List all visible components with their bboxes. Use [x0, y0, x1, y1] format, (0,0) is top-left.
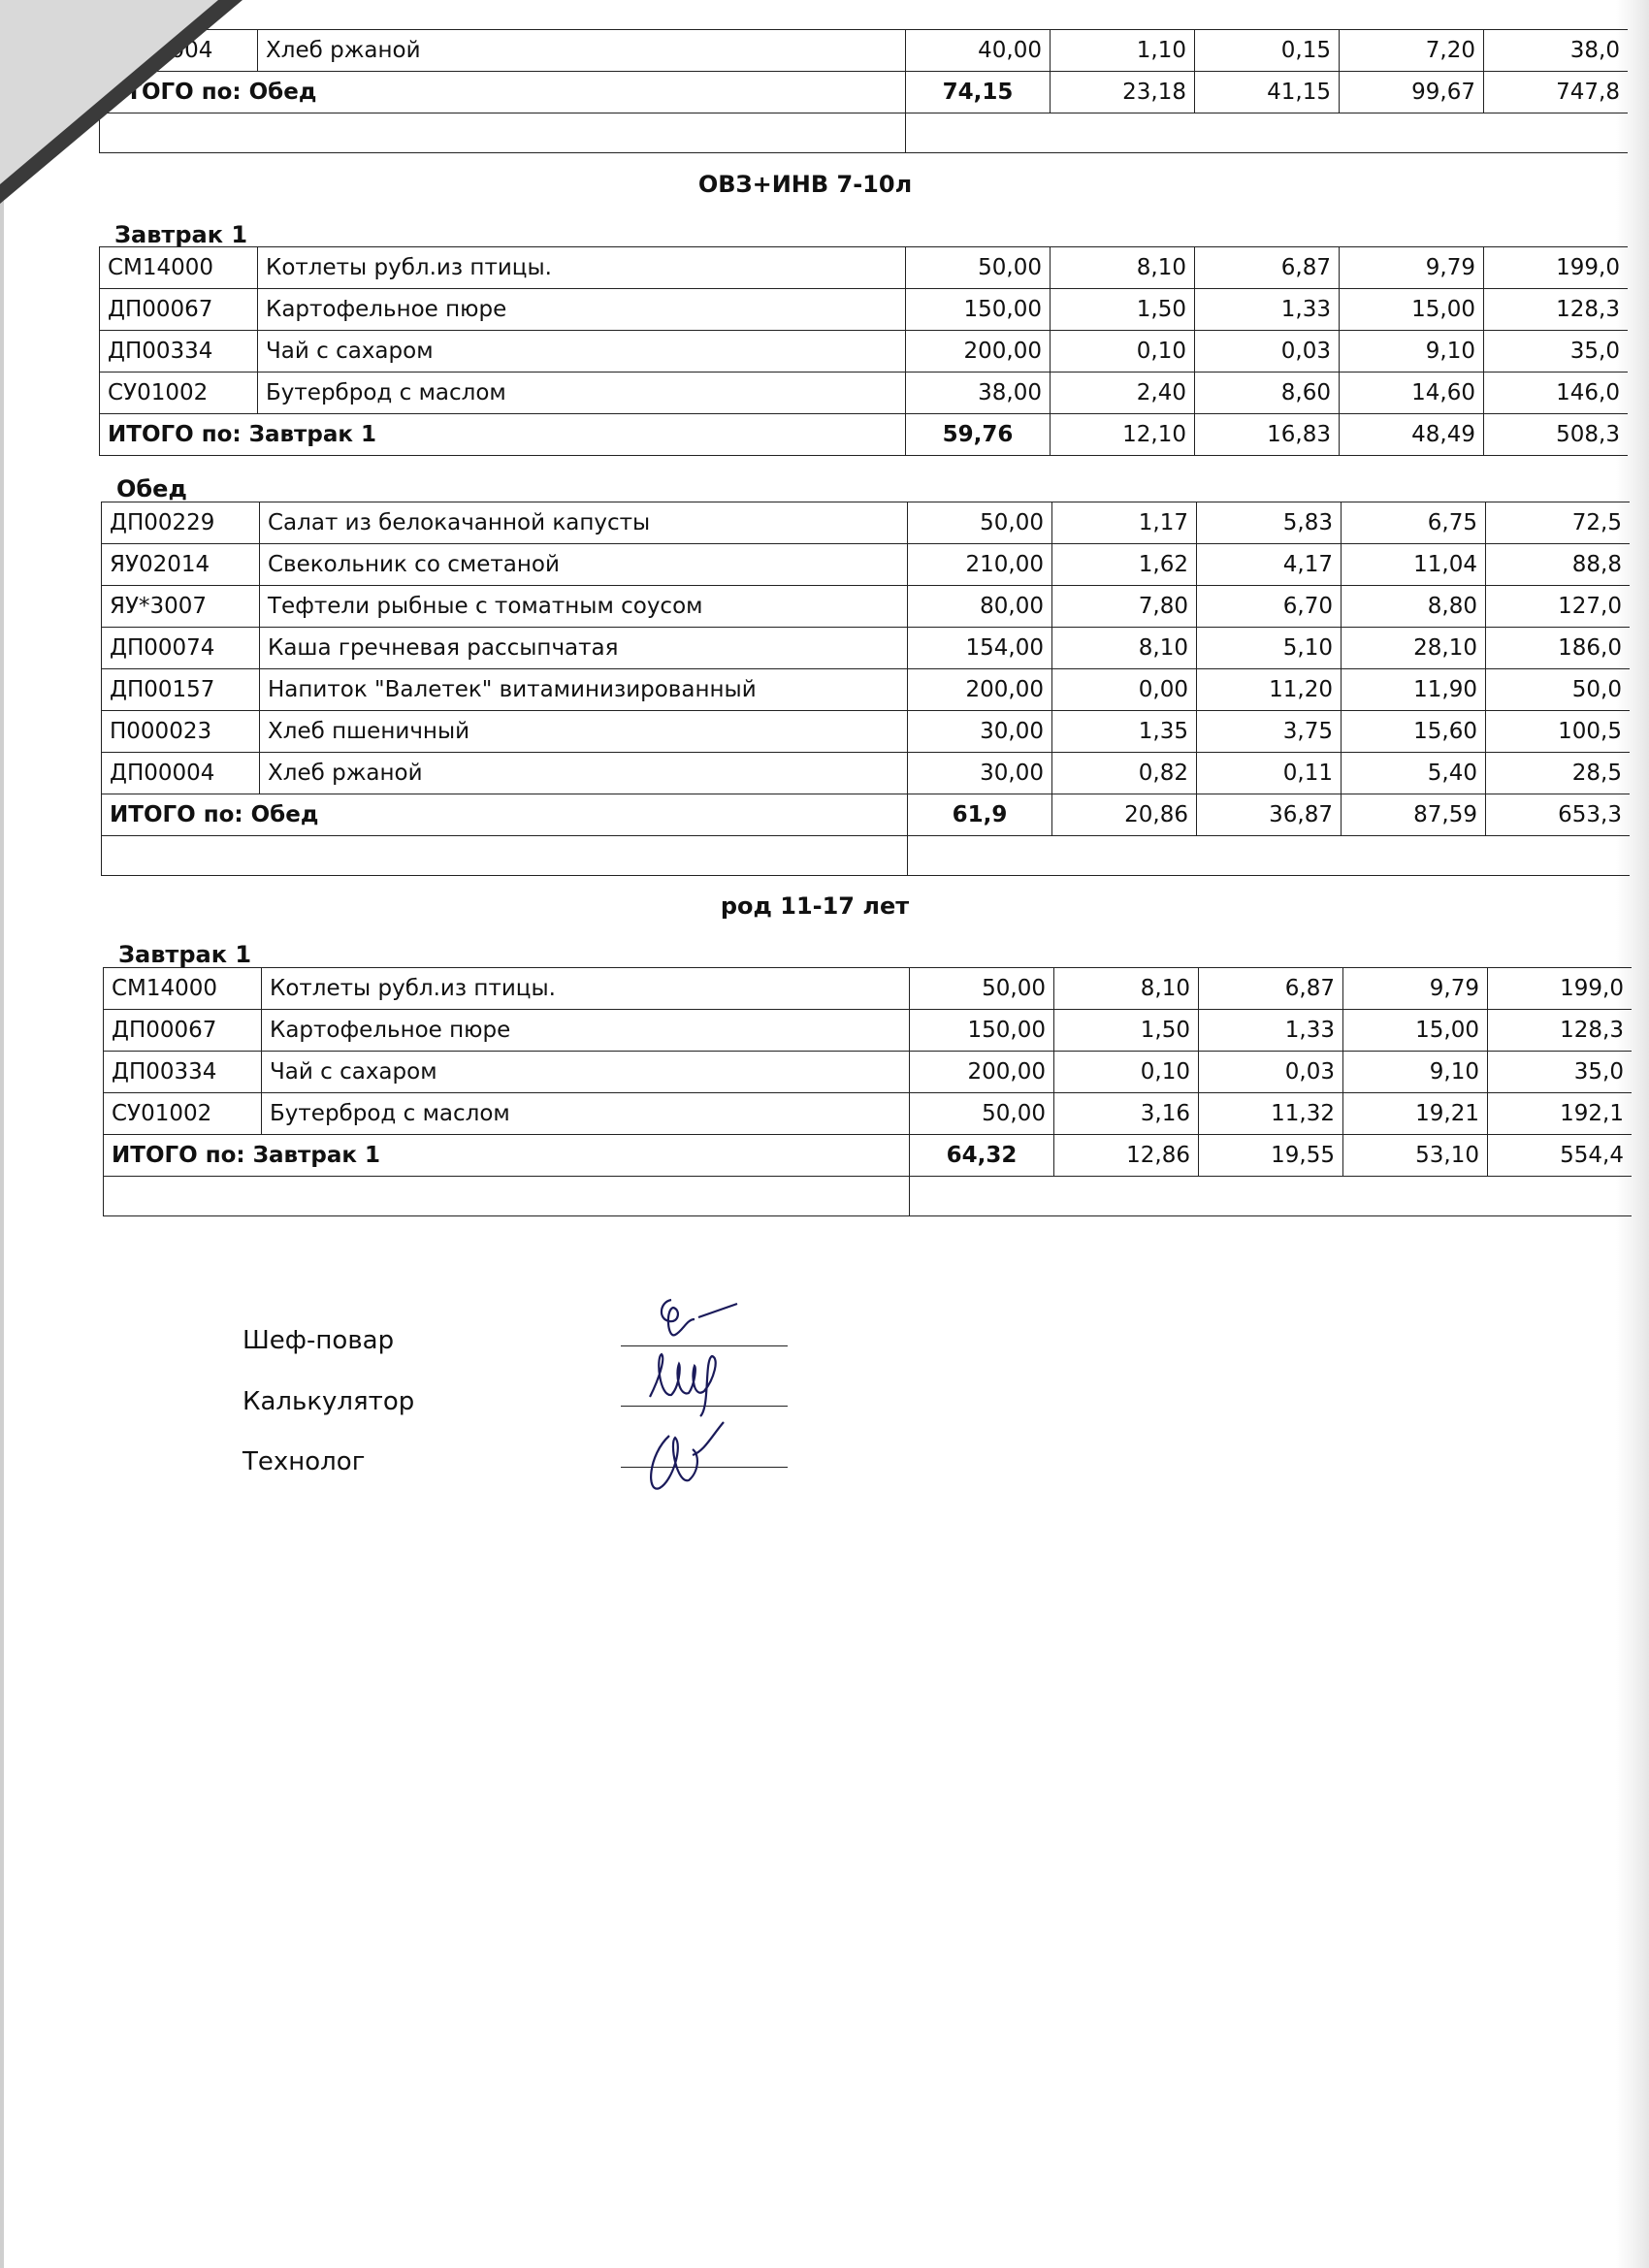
meal-title: Обед: [116, 475, 187, 502]
empty-cell: [908, 836, 1631, 876]
total-carbs: 53,10: [1343, 1135, 1488, 1177]
menu-table-top: [99, 29, 1628, 153]
row-fat: 3,75: [1197, 711, 1342, 753]
row-code: ДП00157: [102, 669, 260, 711]
total-row: [104, 1135, 1633, 1177]
row-carbs: 9,10: [1343, 1052, 1488, 1093]
row-fat: 6,87: [1199, 968, 1343, 1010]
empty-row: [100, 113, 1629, 153]
table-row: [104, 968, 1633, 1010]
empty-row: [104, 1177, 1633, 1216]
page-left-edge: [0, 194, 4, 2268]
total-fat: 16,83: [1195, 414, 1340, 456]
row-energy: 28,5: [1486, 753, 1631, 794]
row-carbs: 11,04: [1342, 544, 1486, 586]
empty-cell: [910, 1177, 1633, 1216]
total-protein: 20,86: [1052, 794, 1197, 836]
table-row: [102, 711, 1631, 753]
row-carbs: 14,60: [1340, 373, 1484, 414]
row-weight: 80,00: [908, 586, 1052, 628]
total-carbs: 99,67: [1340, 72, 1484, 113]
table-row: [102, 586, 1631, 628]
menu-table-section1-lunch: [101, 502, 1630, 876]
section-title: ОВЗ+ИНВ 7-10л: [697, 171, 913, 198]
row-protein: 8,10: [1051, 247, 1195, 289]
row-carbs: 7,20: [1340, 30, 1484, 72]
row-weight: 40,00: [906, 30, 1051, 72]
row-protein: 1,62: [1052, 544, 1197, 586]
row-protein: 1,50: [1054, 1010, 1199, 1052]
row-energy: 38,0: [1484, 30, 1629, 72]
row-carbs: 15,00: [1340, 289, 1484, 331]
row-fat: 0,11: [1197, 753, 1342, 794]
menu-table-section2-breakfast: [103, 967, 1632, 1216]
row-carbs: 28,10: [1342, 628, 1486, 669]
row-weight: 50,00: [906, 247, 1051, 289]
total-label: ИТОГО по: Завтрак 1: [104, 1135, 910, 1177]
total-weight: 74,15: [906, 72, 1051, 113]
total-row: [100, 72, 1629, 113]
total-row: [100, 414, 1629, 456]
row-code: ДП00074: [102, 628, 260, 669]
table-row: [100, 289, 1629, 331]
row-carbs: 9,79: [1340, 247, 1484, 289]
row-weight: 200,00: [908, 669, 1052, 711]
table-row: [104, 1052, 1633, 1093]
row-weight: 200,00: [906, 331, 1051, 373]
total-fat: 41,15: [1195, 72, 1340, 113]
row-name: Чай с сахаром: [258, 331, 906, 373]
row-energy: 128,3: [1484, 289, 1629, 331]
table-row: [100, 331, 1629, 373]
table-row: [100, 30, 1629, 72]
table-row: [104, 1093, 1633, 1135]
row-code: СМ14000: [104, 968, 262, 1010]
row-weight: 30,00: [908, 753, 1052, 794]
row-fat: 0,03: [1195, 331, 1340, 373]
row-protein: 1,10: [1051, 30, 1195, 72]
row-energy: 35,0: [1484, 331, 1629, 373]
meal-title: Завтрак 1: [114, 221, 248, 248]
row-carbs: 9,10: [1340, 331, 1484, 373]
row-protein: 0,82: [1052, 753, 1197, 794]
row-protein: 3,16: [1054, 1093, 1199, 1135]
folded-corner-inner: [0, 0, 218, 184]
total-energy: 554,4: [1488, 1135, 1633, 1177]
row-weight: 154,00: [908, 628, 1052, 669]
row-fat: 1,33: [1199, 1010, 1343, 1052]
row-code: ЯУ*3007: [102, 586, 260, 628]
row-name: Салат из белокачанной капусты: [260, 502, 908, 544]
row-name: Картофельное пюре: [262, 1010, 910, 1052]
total-fat: 36,87: [1197, 794, 1342, 836]
row-weight: 210,00: [908, 544, 1052, 586]
row-code: П000023: [102, 711, 260, 753]
row-carbs: 6,75: [1342, 502, 1486, 544]
row-fat: 0,03: [1199, 1052, 1343, 1093]
row-fat: 4,17: [1197, 544, 1342, 586]
total-protein: 12,10: [1051, 414, 1195, 456]
total-carbs: 48,49: [1340, 414, 1484, 456]
table-row: [100, 373, 1629, 414]
row-code: ДП00004: [100, 30, 258, 72]
row-energy: 128,3: [1488, 1010, 1633, 1052]
row-energy: 199,0: [1484, 247, 1629, 289]
row-weight: 50,00: [908, 502, 1052, 544]
total-weight: 59,76: [906, 414, 1051, 456]
table-row: [100, 247, 1629, 289]
row-energy: 88,8: [1486, 544, 1631, 586]
row-protein: 1,50: [1051, 289, 1195, 331]
signature-label-calculator: Калькулятор: [242, 1387, 415, 1416]
empty-cell: [906, 113, 1629, 153]
row-code: ДП00004: [102, 753, 260, 794]
row-fat: 1,33: [1195, 289, 1340, 331]
total-label: ИТОГО по: Обед: [100, 72, 906, 113]
total-row: [102, 794, 1631, 836]
row-name: Свекольник со сметаной: [260, 544, 908, 586]
row-protein: 0,00: [1052, 669, 1197, 711]
total-weight: 64,32: [910, 1135, 1054, 1177]
row-name: Картофельное пюре: [258, 289, 906, 331]
total-energy: 747,8: [1484, 72, 1629, 113]
row-name: Котлеты рубл.из птицы.: [258, 247, 906, 289]
meal-title: Завтрак 1: [118, 941, 252, 968]
row-name: Тефтели рыбные с томатным соусом: [260, 586, 908, 628]
row-protein: 7,80: [1052, 586, 1197, 628]
row-code: ЯУ02014: [102, 544, 260, 586]
row-protein: 1,17: [1052, 502, 1197, 544]
row-fat: 5,83: [1197, 502, 1342, 544]
row-code: ДП00067: [100, 289, 258, 331]
menu-table-section1-breakfast: [99, 246, 1628, 456]
row-energy: 186,0: [1486, 628, 1631, 669]
row-name: Чай с сахаром: [262, 1052, 910, 1093]
row-name: Котлеты рубл.из птицы.: [262, 968, 910, 1010]
signature-label-technologist: Технолог: [242, 1447, 366, 1476]
row-carbs: 8,80: [1342, 586, 1486, 628]
row-fat: 11,20: [1197, 669, 1342, 711]
handwritten-signatures: [630, 1290, 766, 1504]
row-code: ДП00067: [104, 1010, 262, 1052]
row-fat: 11,32: [1199, 1093, 1343, 1135]
row-weight: 200,00: [910, 1052, 1054, 1093]
row-protein: 8,10: [1054, 968, 1199, 1010]
row-code: СМ14000: [100, 247, 258, 289]
row-name: Хлеб пшеничный: [260, 711, 908, 753]
row-energy: 72,5: [1486, 502, 1631, 544]
row-energy: 146,0: [1484, 373, 1629, 414]
row-carbs: 15,00: [1343, 1010, 1488, 1052]
row-name: Бутерброд с маслом: [258, 373, 906, 414]
total-protein: 23,18: [1051, 72, 1195, 113]
signature-technologist: [651, 1422, 724, 1489]
row-fat: 0,15: [1195, 30, 1340, 72]
row-weight: 30,00: [908, 711, 1052, 753]
signature-label-chef: Шеф-повар: [242, 1326, 395, 1355]
row-energy: 127,0: [1486, 586, 1631, 628]
row-weight: 38,00: [906, 373, 1051, 414]
row-fat: 6,87: [1195, 247, 1340, 289]
total-protein: 12,86: [1054, 1135, 1199, 1177]
row-energy: 35,0: [1488, 1052, 1633, 1093]
row-protein: 1,35: [1052, 711, 1197, 753]
empty-cell: [104, 1177, 910, 1216]
row-name: Бутерброд с маслом: [262, 1093, 910, 1135]
row-code: ДП00334: [104, 1052, 262, 1093]
empty-cell: [102, 836, 908, 876]
empty-row: [102, 836, 1631, 876]
row-energy: 192,1: [1488, 1093, 1633, 1135]
signature-chef: [662, 1300, 737, 1335]
row-carbs: 9,79: [1343, 968, 1488, 1010]
row-weight: 150,00: [910, 1010, 1054, 1052]
row-name: Напиток "Валетек" витаминизированный: [260, 669, 908, 711]
row-code: ДП00334: [100, 331, 258, 373]
row-energy: 100,5: [1486, 711, 1631, 753]
row-fat: 6,70: [1197, 586, 1342, 628]
row-code: ДП00229: [102, 502, 260, 544]
row-weight: 150,00: [906, 289, 1051, 331]
row-name: Хлеб ржаной: [260, 753, 908, 794]
signature-calculator: [650, 1354, 716, 1416]
total-weight: 61,9: [908, 794, 1052, 836]
row-code: СУ01002: [104, 1093, 262, 1135]
total-energy: 653,3: [1486, 794, 1631, 836]
row-carbs: 11,90: [1342, 669, 1486, 711]
table-row: [102, 628, 1631, 669]
row-carbs: 15,60: [1342, 711, 1486, 753]
section-title: род 11-17 лет: [720, 892, 910, 920]
total-carbs: 87,59: [1342, 794, 1486, 836]
table-row: [104, 1010, 1633, 1052]
row-weight: 50,00: [910, 968, 1054, 1010]
row-weight: 50,00: [910, 1093, 1054, 1135]
row-fat: 5,10: [1197, 628, 1342, 669]
row-name: Каша гречневая рассыпчатая: [260, 628, 908, 669]
table-row: [102, 669, 1631, 711]
row-protein: 8,10: [1052, 628, 1197, 669]
row-fat: 8,60: [1195, 373, 1340, 414]
row-energy: 199,0: [1488, 968, 1633, 1010]
table-row: [102, 544, 1631, 586]
total-label: ИТОГО по: Обед: [102, 794, 908, 836]
row-energy: 50,0: [1486, 669, 1631, 711]
total-energy: 508,3: [1484, 414, 1629, 456]
row-carbs: 19,21: [1343, 1093, 1488, 1135]
row-protein: 0,10: [1054, 1052, 1199, 1093]
row-carbs: 5,40: [1342, 753, 1486, 794]
row-protein: 0,10: [1051, 331, 1195, 373]
table-row: [102, 502, 1631, 544]
total-fat: 19,55: [1199, 1135, 1343, 1177]
row-code: СУ01002: [100, 373, 258, 414]
total-label: ИТОГО по: Завтрак 1: [100, 414, 906, 456]
table-row: [102, 753, 1631, 794]
row-name: Хлеб ржаной: [258, 30, 906, 72]
row-protein: 2,40: [1051, 373, 1195, 414]
